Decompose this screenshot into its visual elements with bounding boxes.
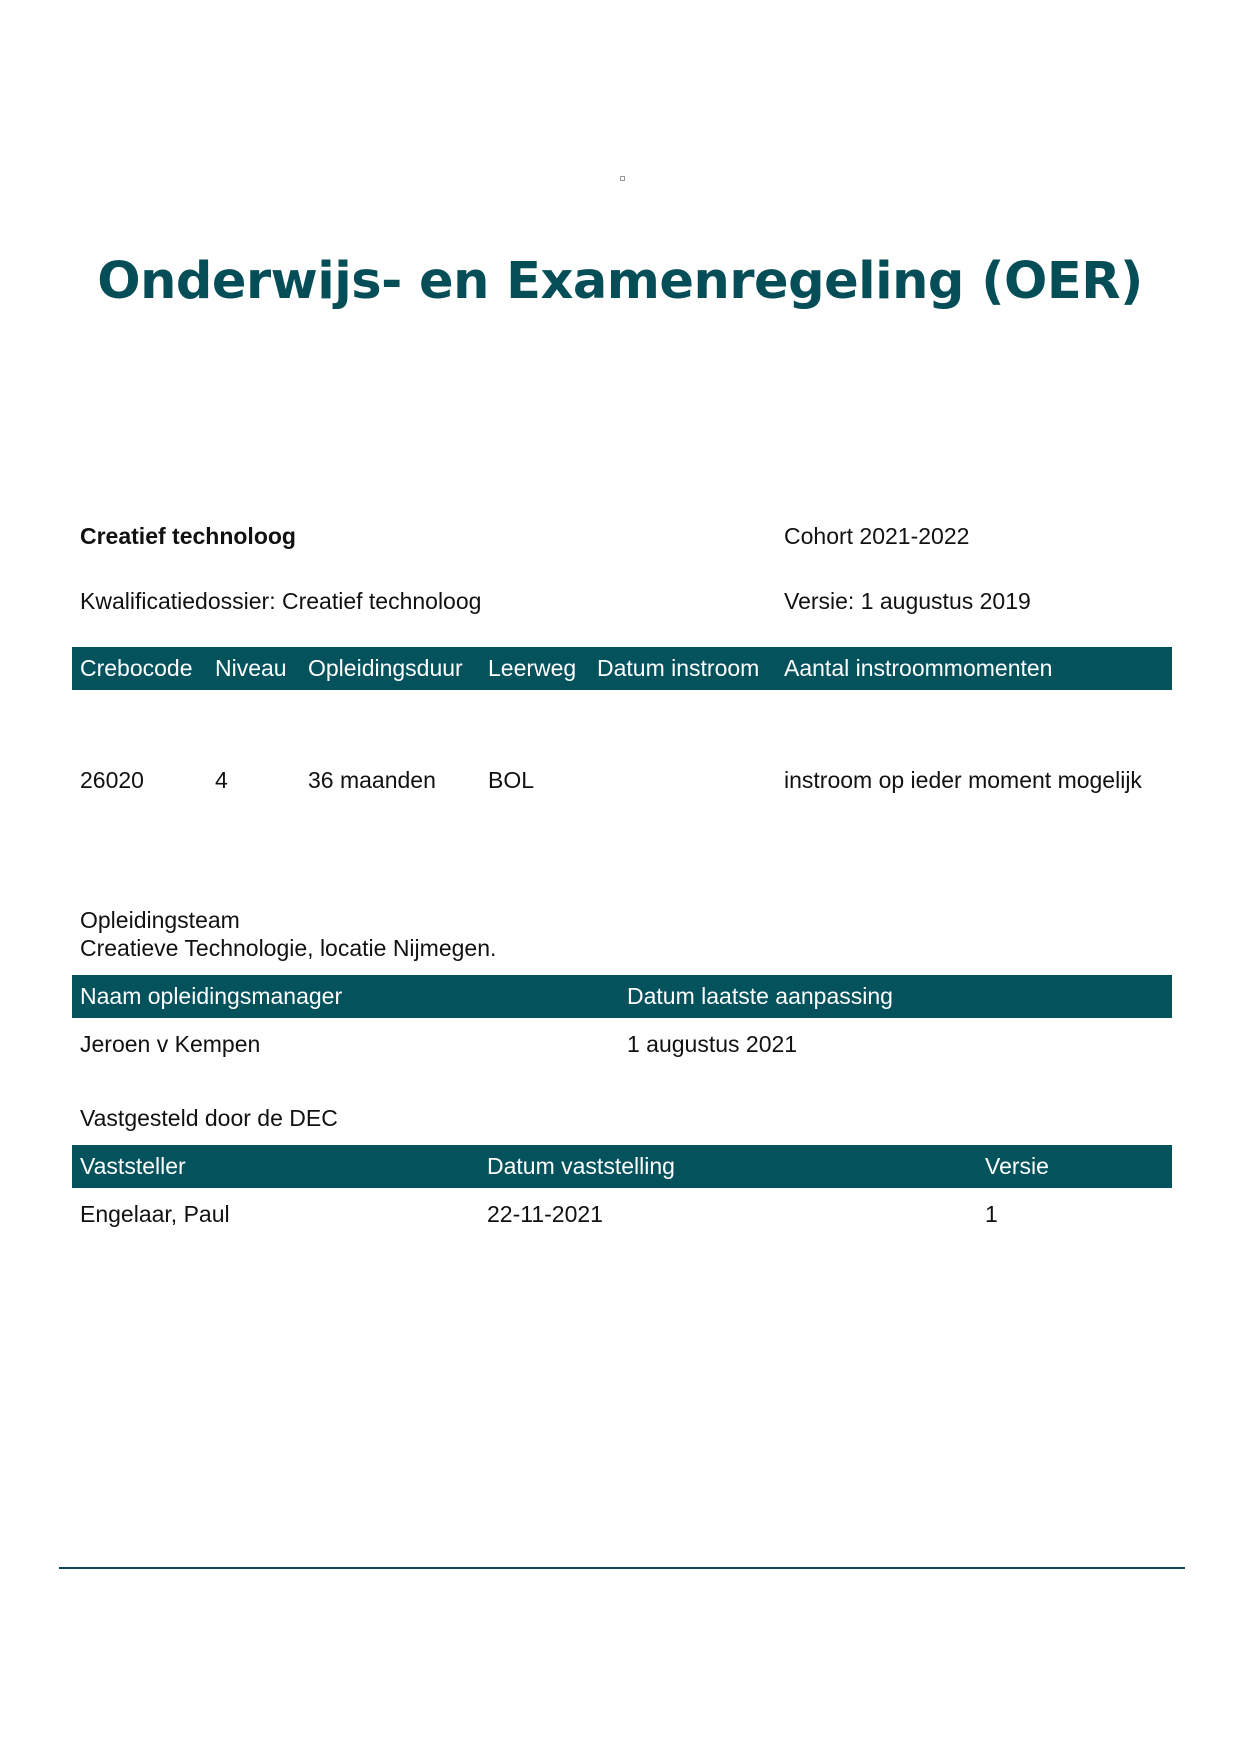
header-leerweg: Leerweg <box>488 655 577 681</box>
header-datum-instroom: Datum instroom <box>597 655 760 681</box>
document-title: Onderwijs- en Examenregeling (OER) <box>97 252 1143 311</box>
header-naam-opleidingsmanager: Naam opleidingsmanager <box>80 983 343 1009</box>
qualification-dossier: Kwalificatiedossier: Creatief technoloog <box>80 588 482 614</box>
header-datum-laatste-aanpassing: Datum laatste aanpassing <box>627 983 893 1009</box>
team-name: Creatieve Technologie, locatie Nijmegen. <box>80 935 497 961</box>
header-opleidingsduur: Opleidingsduur <box>308 655 463 681</box>
header-niveau: Niveau <box>215 655 287 681</box>
footer-divider <box>59 1567 1185 1569</box>
cell-vaststeller: Engelaar, Paul <box>80 1201 230 1227</box>
header-versie: Versie <box>985 1153 1049 1179</box>
cell-versie: 1 <box>985 1201 998 1227</box>
manager-table-header <box>72 975 1172 1018</box>
cell-datum-vaststelling: 22-11-2021 <box>487 1201 603 1227</box>
cell-manager-name: Jeroen v Kempen <box>80 1031 261 1057</box>
approval-label: Vastgesteld door de DEC <box>80 1105 338 1131</box>
program-name: Creatief technoloog <box>80 523 296 549</box>
cell-leerweg: BOL <box>488 767 535 793</box>
cell-niveau: 4 <box>215 767 228 793</box>
header-vaststeller: Vaststeller <box>80 1153 186 1179</box>
cell-opleidingsduur: 36 maanden <box>308 767 436 793</box>
approval-table-header <box>72 1145 1172 1188</box>
header-datum-vaststelling: Datum vaststelling <box>487 1153 675 1179</box>
cell-last-update: 1 augustus 2021 <box>627 1031 798 1057</box>
team-label: Opleidingsteam <box>80 907 240 933</box>
program-table-header <box>72 647 1172 690</box>
cell-crebocode: 26020 <box>80 767 144 793</box>
header-crebocode: Crebocode <box>80 655 193 681</box>
image-placeholder-icon <box>620 176 625 181</box>
cell-aantal-instroommomenten: instroom op ieder moment mogelijk <box>784 767 1142 793</box>
header-aantal-instroommomenten: Aantal instroommomenten <box>784 655 1053 681</box>
cohort-label: Cohort 2021-2022 <box>784 523 970 549</box>
version-date: Versie: 1 augustus 2019 <box>784 588 1031 614</box>
